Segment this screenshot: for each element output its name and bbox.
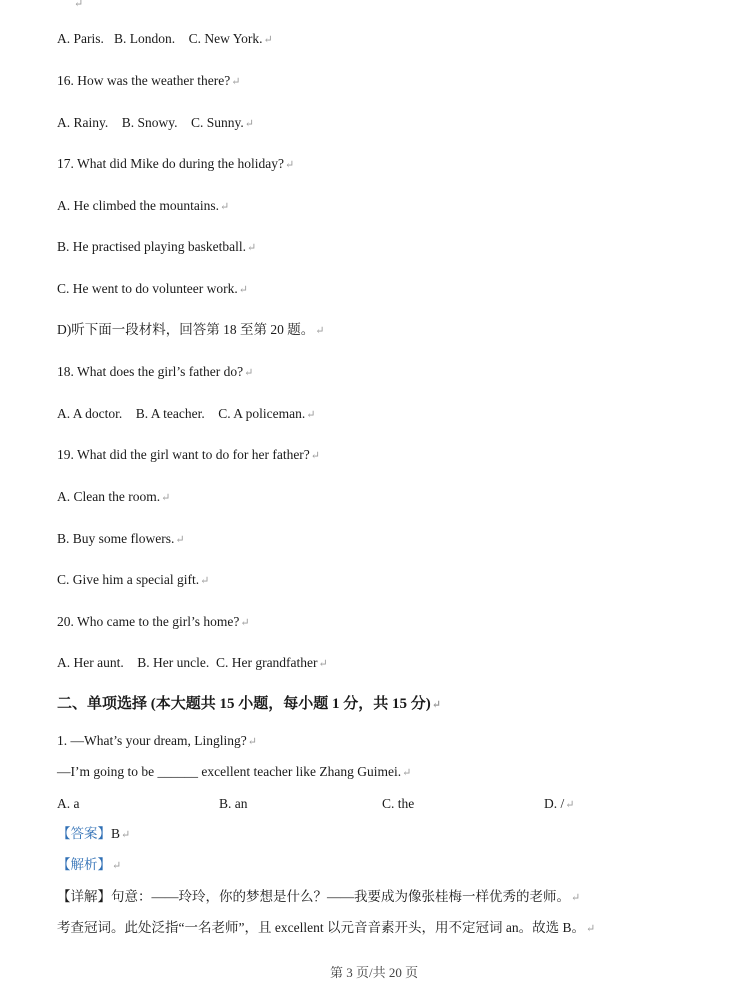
q16-options-text: A. Rainy. B. Snowy. C. Sunny. (57, 115, 244, 130)
q17-question (57, 156, 294, 173)
p1-option-d (544, 796, 574, 813)
q19-option-b-text: B. Buy some flowers. (57, 531, 175, 546)
q17-option-c (57, 281, 248, 298)
paragraph-mark: ↵ (161, 492, 171, 504)
q18-question-text: 18. What does the girl’s father do? (57, 364, 244, 379)
p1-option-c: C. the (382, 796, 415, 811)
answer-tag: 【答案】 (57, 826, 111, 841)
detail-line (57, 889, 580, 906)
explanation-text: 考查冠词。此处泛指“一名老师”，且 excellent 以元音音素开头，用不定冠词 an。故选 B。 (57, 920, 585, 935)
paragraph-mark: ↵ (74, 0, 84, 10)
detail-text: 句意：——玲玲，你的梦想是什么？——我要成为像张桂梅一样优秀的老师。 (111, 889, 570, 904)
q16-question-text: 16. How was the weather there? (57, 73, 231, 88)
paragraph-mark: ↵ (175, 534, 185, 546)
section-d-heading-text: D)听下面一段材料，回答第 18 至第 20 题。 (57, 322, 315, 337)
p1-question-text: 1. —What’s your dream, Lingling? (57, 733, 247, 748)
q19-option-b (57, 531, 185, 548)
paragraph-mark: ↵ (219, 201, 230, 213)
q15-options-text: A. Paris. B. London. C. New York. (57, 31, 263, 46)
part2-heading-text: 二、单项选择 (本大题共 15 小题，每小题 1 分，共 15 分) (57, 696, 431, 712)
answer-line (57, 826, 130, 843)
paragraph-mark: ↵ (565, 799, 575, 811)
q16-options (57, 115, 254, 132)
paragraph-mark: ↵ (318, 658, 328, 670)
q18-options (57, 406, 315, 423)
q17-option-b (57, 239, 256, 256)
q17-option-a (57, 198, 229, 215)
paragraph-mark: ↵ (571, 892, 581, 904)
p1-option-b: B. an (219, 796, 248, 811)
q17-option-b-text: B. He practised playing basketball. (57, 239, 246, 254)
p1-option-a: A. a (57, 796, 80, 811)
paragraph-mark: ↵ (306, 409, 316, 421)
paragraph-mark: ↵ (112, 860, 122, 872)
q17-option-c-text: C. He went to do volunteer work. (57, 281, 238, 296)
p1-option-d-text: D. / (544, 796, 565, 811)
p1-answer-line (57, 764, 411, 781)
paragraph-mark: ↵ (238, 284, 248, 296)
paragraph-mark: ↵ (121, 829, 131, 841)
paragraph-mark: ↵ (244, 118, 254, 130)
q19-option-c (57, 572, 209, 589)
paragraph-mark: ↵ (246, 242, 257, 254)
paragraph-mark: ↵ (402, 767, 412, 779)
part2-heading (57, 696, 441, 713)
q20-options-text: A. Her aunt. B. Her uncle. C. Her grandfather (57, 655, 318, 670)
paragraph-mark: ↵ (310, 450, 321, 462)
q20-question (57, 614, 250, 631)
q18-options-text: A. A doctor. B. A teacher. C. A policeman. (57, 406, 306, 421)
q20-question-text: 20. Who came to the girl’s home? (57, 614, 240, 629)
q19-question (57, 447, 320, 464)
paragraph-mark: ↵ (284, 159, 295, 171)
paragraph-mark: ↵ (200, 575, 210, 587)
q18-question (57, 364, 253, 381)
q19-question-text: 19. What did the girl want to do for her father? (57, 447, 310, 462)
q16-question (57, 73, 240, 90)
q17-question-text: 17. What did Mike do during the holiday? (57, 156, 284, 171)
paragraph-mark: ↵ (263, 34, 273, 46)
paragraph-mark: ↵ (315, 325, 325, 337)
p1-question (57, 733, 257, 750)
q19-option-a-text: A. Clean the room. (57, 489, 161, 504)
section-d-heading (57, 322, 324, 339)
analysis-tag: 【解析】 (57, 857, 111, 872)
detail-tag: 【详解】 (57, 889, 111, 904)
paragraph-mark: ↵ (244, 367, 254, 379)
q17-option-a-text: A. He climbed the mountains. (57, 198, 219, 213)
q19-option-c-text: C. Give him a special gift. (57, 572, 200, 587)
paragraph-mark: ↵ (231, 76, 241, 88)
explanation-line (57, 920, 595, 937)
q19-option-a (57, 489, 170, 506)
paragraph-mark: ↵ (247, 736, 257, 748)
page-footer: 第 3 页/共 20 页 (330, 965, 419, 980)
paragraph-mark: ↵ (585, 923, 596, 935)
answer-value: B (111, 826, 121, 841)
paragraph-mark: ↵ (240, 617, 250, 629)
q20-options (57, 655, 328, 672)
p1-answer-line-text: —I’m going to be ______ excellent teacher like Zhang Guimei. (57, 764, 402, 779)
analysis-line (57, 857, 121, 874)
paragraph-mark: ↵ (431, 699, 441, 711)
q15-options (57, 31, 273, 48)
